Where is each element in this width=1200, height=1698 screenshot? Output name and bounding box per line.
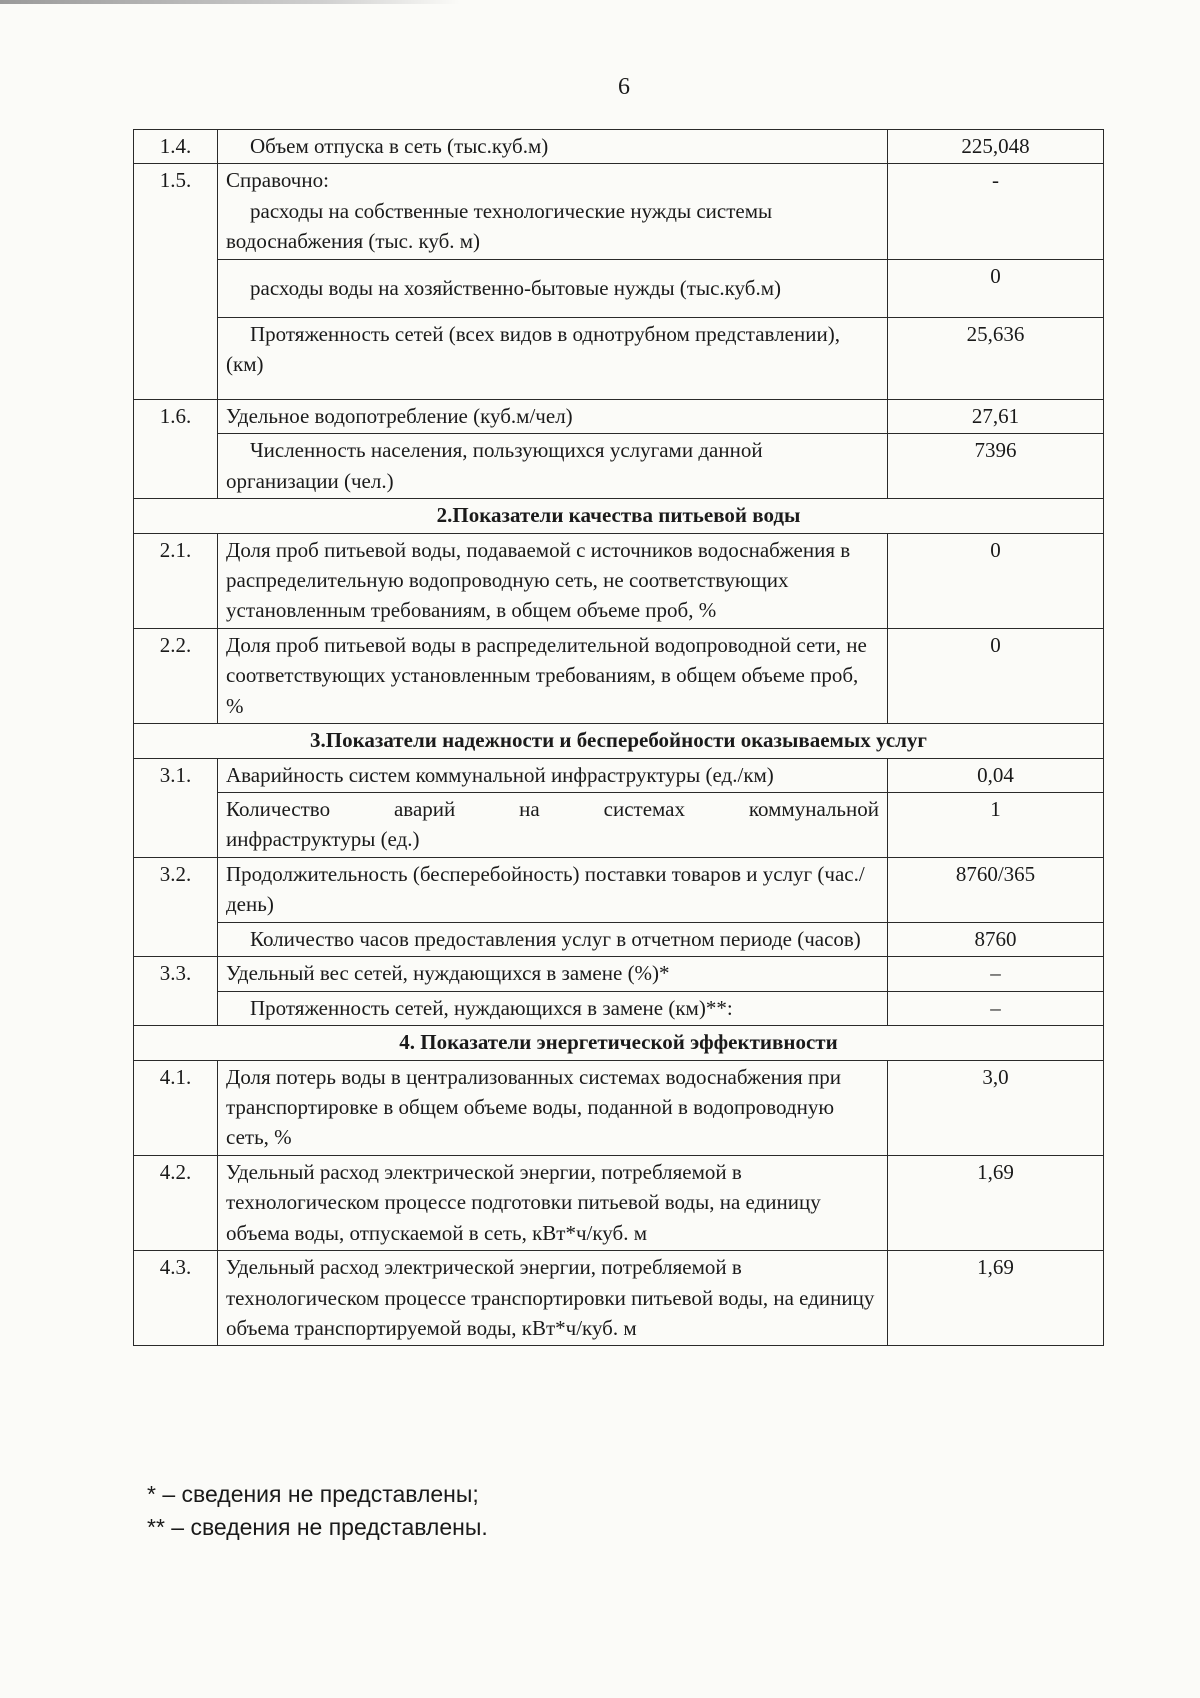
table-row <box>134 533 1104 628</box>
indicators-table <box>133 129 1104 1346</box>
table-row <box>134 857 1104 922</box>
row-description-continued: инфраструктуры (ед.) <box>226 827 420 852</box>
row-number: 2.2. <box>134 628 218 723</box>
section-title: 3.Показатели надежности и бесперебойности оказываемых услуг <box>134 724 1104 758</box>
row-value: – <box>888 957 1104 991</box>
table-row <box>134 164 1104 259</box>
table-row <box>134 758 1104 792</box>
row-description: Доля потерь воды в централизованных системах водоснабжения при транспортировке в общем объеме воды, поданной в водопроводную сеть, % <box>218 1060 888 1155</box>
table-row <box>134 991 1104 1025</box>
row-description: Удельный расход электрической энергии, потребляемой в технологическом процессе подготовки питьевой воды, на единицу объема воды, отпускаемой в сеть, кВт*ч/куб. м <box>218 1155 888 1250</box>
page-number: 6 <box>618 74 630 100</box>
row-description: расходы воды на хозяйственно-бытовые нужды (тыс.куб.м) <box>250 275 781 300</box>
footnote-2: ** – сведения не представлены. <box>147 1514 488 1541</box>
row-number: 4.3. <box>134 1251 218 1346</box>
table-row <box>134 259 1104 317</box>
row-value: 8760 <box>888 922 1104 956</box>
row-description: Объем отпуска в сеть (тыс.куб.м) <box>250 134 549 158</box>
row-number: 3.1. <box>134 758 218 857</box>
section-header-row <box>134 1026 1104 1060</box>
row-description: Удельный расход электрической энергии, потребляемой в технологическом процессе транспортировки питьевой воды, на единицу объема транспортируемой воды, кВт*ч/куб. м <box>218 1251 888 1346</box>
footnotes <box>147 1478 488 1545</box>
row-value: 7396 <box>888 434 1104 499</box>
row-description: Продолжительность (бесперебойность) поставки товаров и услуг (час./день) <box>218 857 888 922</box>
row-description: Удельный вес сетей, нуждающихся в замене (%)* <box>218 957 888 991</box>
row-value: 3,0 <box>888 1060 1104 1155</box>
row-value: 225,048 <box>888 130 1104 164</box>
row-number: 3.2. <box>134 857 218 956</box>
table-row <box>134 1251 1104 1346</box>
row-description: Аварийность систем коммунальной инфраструктуры (ед./км) <box>218 758 888 792</box>
table-row <box>134 1060 1104 1155</box>
row-description: расходы на собственные технологические нужды системы водоснабжения (тыс. куб. м) <box>226 198 773 254</box>
row-number: 3.3. <box>134 957 218 1026</box>
row-description-heading: Справочно: <box>226 168 329 193</box>
row-value: 27,61 <box>888 399 1104 433</box>
row-number: 4.2. <box>134 1155 218 1250</box>
row-description: Протяженность сетей, нуждающихся в замене (км)**: <box>250 995 733 1020</box>
table-row <box>134 793 1104 858</box>
row-description: Количество часов предоставления услуг в отчетном периоде (часов) <box>250 926 861 951</box>
row-number: 2.1. <box>134 533 218 628</box>
row-value: 0 <box>888 628 1104 723</box>
section-title: 4. Показатели энергетической эффективности <box>134 1026 1104 1060</box>
table-row <box>134 922 1104 956</box>
row-number: 4.1. <box>134 1060 218 1155</box>
row-description: Доля проб питьевой воды, подаваемой с источников водоснабжения в распределительную водопроводную сеть, не соответствующих установленным требованиям, в общем объеме проб, % <box>218 533 888 628</box>
section-header-row <box>134 499 1104 533</box>
row-description: Удельное водопотребление (куб.м/чел) <box>218 399 888 433</box>
row-value: 1 <box>888 793 1104 858</box>
row-description: Протяженность сетей (всех видов в однотрубном представлении), (км) <box>226 321 840 377</box>
table-row <box>134 1155 1104 1250</box>
row-number: 1.4. <box>134 130 218 164</box>
row-value: - <box>888 164 1104 259</box>
table-row <box>134 317 1104 399</box>
row-value: 8760/365 <box>888 857 1104 922</box>
table-row <box>134 434 1104 499</box>
row-number: 1.6. <box>134 399 218 498</box>
row-value: 0 <box>888 259 1104 317</box>
table-row <box>134 399 1104 433</box>
row-value: 1,69 <box>888 1155 1104 1250</box>
row-number: 1.5. <box>134 164 218 399</box>
table-row <box>134 957 1104 991</box>
row-value: 25,636 <box>888 317 1104 399</box>
row-description: Доля проб питьевой воды в распределительной водопроводной сети, не соответствующих установленным требованиям, в общем объеме проб, % <box>218 628 888 723</box>
table-row <box>134 130 1104 164</box>
section-header-row <box>134 724 1104 758</box>
row-value: 0 <box>888 533 1104 628</box>
section-title: 2.Показатели качества питьевой воды <box>134 499 1104 533</box>
footnote-1: * – сведения не представлены; <box>147 1481 479 1507</box>
table-row <box>134 628 1104 723</box>
row-value: 0,04 <box>888 758 1104 792</box>
row-description: Численность населения, пользующихся услугами данной организации (чел.) <box>226 438 763 493</box>
row-value: 1,69 <box>888 1251 1104 1346</box>
row-value: – <box>888 991 1104 1025</box>
row-description: Количество аварий на системах коммунальной <box>226 797 879 821</box>
scan-edge-shadow <box>0 0 460 4</box>
